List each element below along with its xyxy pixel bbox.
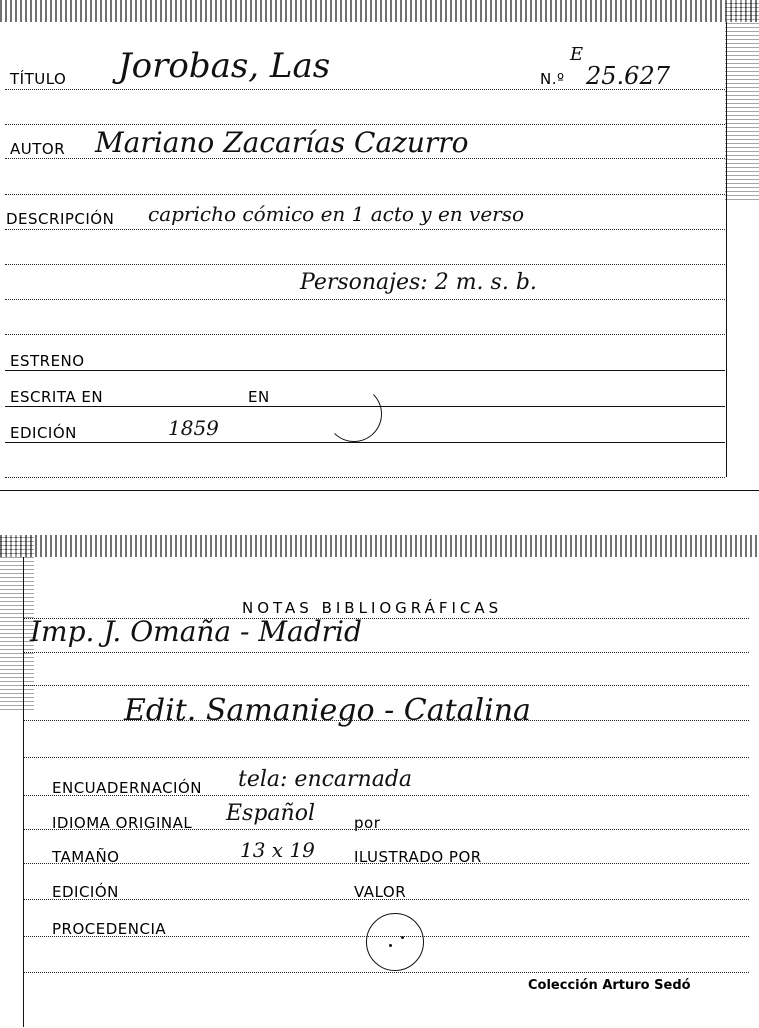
stamp-circle <box>326 386 382 442</box>
escrita-en-label: ESCRITA EN <box>10 388 104 406</box>
encuadernacion-label: ENCUADERNACIÓN <box>52 779 203 797</box>
stamp-circle <box>366 913 424 971</box>
titulo-label: TÍTULO <box>10 70 67 88</box>
scan-noise-top <box>0 535 759 557</box>
numero-prefix: E <box>570 44 584 65</box>
rule <box>5 124 725 125</box>
scan-noise-right <box>725 0 759 200</box>
descripcion-value: capricho cómico en 1 acto y en verso <box>148 202 525 226</box>
numero-label: N.º <box>540 70 565 88</box>
card-bottom-edge <box>0 490 759 491</box>
rule <box>5 194 725 195</box>
descripcion-rule <box>5 229 725 230</box>
descripcion-value-2: Personajes: 2 m. s. b. <box>300 270 537 295</box>
rule <box>24 972 749 973</box>
notas-heading: NOTAS BIBLIOGRÁFICAS <box>242 599 503 617</box>
note-line-2: Edit. Samaniego - Catalina <box>124 693 531 728</box>
valor-label: VALOR <box>354 883 407 901</box>
scan-noise-left <box>0 535 34 710</box>
estreno-label: ESTRENO <box>10 352 85 370</box>
ilustrado-label: ILUSTRADO POR <box>354 848 482 866</box>
rule <box>5 264 725 265</box>
rule <box>5 477 725 478</box>
numero-value: 25.627 <box>586 62 670 90</box>
card-left-border <box>23 557 24 1027</box>
idioma-value: Español <box>226 801 315 826</box>
edicion-value: 1859 <box>168 416 219 440</box>
catalog-card-front <box>0 0 759 490</box>
rule <box>5 334 725 335</box>
autor-label: AUTOR <box>10 140 66 158</box>
edicion-label-2: EDICIÓN <box>52 883 119 901</box>
card-right-border <box>726 22 727 477</box>
descripcion-label: DESCRIPCIÓN <box>6 210 115 228</box>
procedencia-label: PROCEDENCIA <box>52 920 167 938</box>
stamp-dot <box>389 944 392 947</box>
rule <box>5 299 725 300</box>
encuadernacion-value: tela: encarnada <box>238 767 413 792</box>
tamano-value: 13 x 19 <box>240 838 315 862</box>
rule <box>24 652 749 653</box>
titulo-value: Jorobas, Las <box>118 46 331 86</box>
por-label: por <box>354 814 381 832</box>
rule <box>24 757 749 758</box>
edicion-label: EDICIÓN <box>10 424 77 442</box>
autor-value: Mariano Zacarías Cazurro <box>95 126 469 159</box>
stamp-dot <box>401 936 404 939</box>
scan-noise-top <box>0 0 759 22</box>
estreno-rule <box>5 370 725 371</box>
en-label: EN <box>248 388 270 406</box>
edicion-rule <box>5 442 725 443</box>
coleccion-label: Colección Arturo Sedó <box>528 978 691 993</box>
rule <box>24 685 749 686</box>
note-line-1: Imp. J. Omaña - Madrid <box>30 615 362 648</box>
idioma-label: IDIOMA ORIGINAL <box>52 814 193 832</box>
tamano-label: TAMAÑO <box>52 848 120 866</box>
catalog-card-back <box>0 535 759 1028</box>
